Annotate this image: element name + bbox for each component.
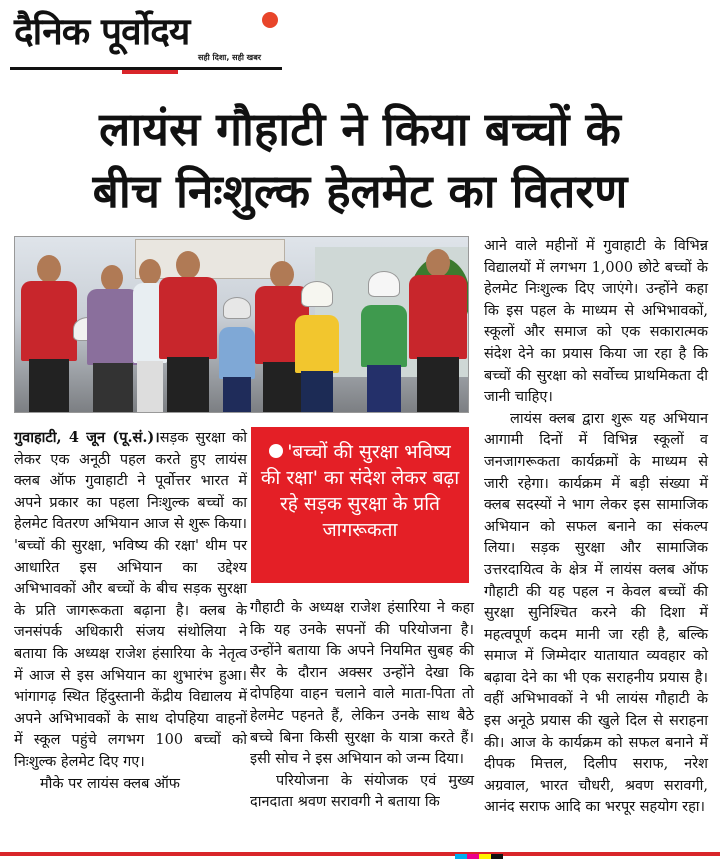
article-column-2: [250, 598, 474, 814]
article-paragraph: [14, 774, 247, 796]
article-text: लायंस क्लब द्वारा शुरू यह अभियान आगामी दिनों में विभिन्न स्कूलों व जनजागरूकता कार्यक्रमों के माध्यम से जारी रहेगा। कार्यक्रम में बड़ी संख्या में क्लब सदस्यों ने भाग लेकर इस सामाजिक अभियान को सफल बनाने का संकल्प लिया। सड़क सुरक्षा और सामाजिक उत्तरदायित्व के क्षेत्र में लायंस क्लब ऑफ गौहाटी की यह पहल न केवल बच्चों की सुरक्षा सुनिश्चित करने की दिशा में महत्वपूर्ण कदम मानी जा रही है, बल्कि समाज में जिम्मेदार यातायात व्यवहार को बढ़ावा देने का भी एक सराहनीय प्रयास है। वहीं अभिभावकों ने भी लायंस गौहाटी के इस अनूठे प्रयास की खुले दिल से सराहना की। आज के कार्यक्रम को सफल बनाने में दीपक मित्तल, दिलीप सराफ, नरेश अग्रवाल, भारत चौधरी, श्रवण सरावगी, आनंद सराफ आदि का भरपूर सहयोग रहा।: [484, 410, 708, 816]
article-paragraph: आने वाले महीनों में गुवाहाटी के विभिन्न विद्यालयों में लगभग 1,000 छोटे बच्चों के हेलमेट निःशुल्क दिए जाएंगे। उन्होंने कहा कि इस पहल के माध्यम से अभिभावकों, स्कूलों और समाज को एक सकारात्मक संदेश देने का प्रयास किया जा रहा है कि बच्चों की सुरक्षा को सर्वोच्च प्राथमिकता दी जानी चाहिए।: [484, 238, 708, 406]
logo-dot-icon: [262, 12, 278, 28]
article-column-3: [484, 236, 708, 819]
article-paragraph: [250, 771, 474, 814]
article-text: सड़क सुरक्षा को लेकर एक अनूठी पहल करते हुए लायंस क्लब ऑफ गुवाहाटी ने पूर्वोत्तर भारत में अपने प्रकार का पहला निःशुल्क बच्चों का हेलमेट वितरण अभियान आज से शुरू किया। 'बच्चों की सुरक्षा, भविष्य की रक्षा' थीम पर आधारित इस अभियान का उद्देश्य अभिभावकों और बच्चों के बीच सड़क सुरक्षा के प्रति जागरूकता बढ़ाना है। क्लब के जनसंपर्क अधिकारी संजय संथोलिया ने बताया कि अध्यक्ष राजेश हंसारिया के नेतृत्व में आज से इस अभियान का शुभारंभ हुआ। भांगागढ़ स्थित हिंदुस्तानी केंद्रीय विद्यालय में अपने अभिभावकों के साथ दोपहिया वाहनों में स्कूल पहुंचे लगभग 100 बच्चों को निःशुल्क हेलमेट दिए गए।: [14, 430, 247, 770]
article-photo: [14, 236, 469, 413]
photo-person: [19, 255, 79, 413]
article-dateline: गुवाहाटी, 4 जून (पू.सं.)।: [14, 429, 160, 446]
highlight-callout: [251, 427, 469, 583]
article-paragraph: [14, 427, 247, 774]
newspaper-tagline: सही दिशा, सही खबर: [198, 53, 262, 62]
article-text: परियोजना के संयोजक एवं मुख्य दानदाता श्रवण सरावगी ने बताया कि: [250, 772, 474, 811]
article-headline: [8, 98, 712, 222]
footer-red-rule: [0, 852, 720, 856]
photo-child: [359, 271, 409, 413]
headline-line-1: लायंस गौहाटी ने किया बच्चों के: [99, 102, 621, 156]
photo-child: [293, 281, 341, 413]
article-paragraph: गौहाटी के अध्यक्ष राजेश हंसारिया ने कहा कि यह उनके सपनों की परियोजना है। उन्होंने बताया कि अपने नियमित सुबह की सैर के दौरान अक्सर उन्होंने देखा कि दोपहिया वाहन चलाने वाले माता-पिता तो हेलमेट पहनते हैं, लेकिन उनके साथ बैठे बच्चे बिना किसी सुरक्षा के यात्रा करते हैं। इसी सोच ने इस अभियान को जन्म दिया।: [250, 600, 474, 768]
article-text: मौके पर लायंस क्लब ऑफ: [40, 775, 180, 792]
newspaper-logo: दैनिक पूर्वोदय: [14, 10, 190, 53]
photo-person: [157, 251, 219, 413]
bullet-dot-icon: [269, 444, 283, 458]
callout-text: 'बच्चों की सुरक्षा भविष्य की रक्षा' का संदेश लेकर बढ़ा रहे सड़क सुरक्षा के प्रति जागरूकता: [260, 441, 460, 541]
print-registration-marks: [455, 849, 503, 859]
article-column-1: [14, 427, 247, 795]
photo-person: [407, 249, 469, 413]
article-paragraph: [484, 409, 708, 819]
headline-line-2: बीच निःशुल्क हेलमेट का वितरण: [92, 164, 628, 218]
masthead: [0, 0, 720, 78]
masthead-red-strip: [122, 70, 178, 74]
photo-child: [217, 297, 257, 413]
